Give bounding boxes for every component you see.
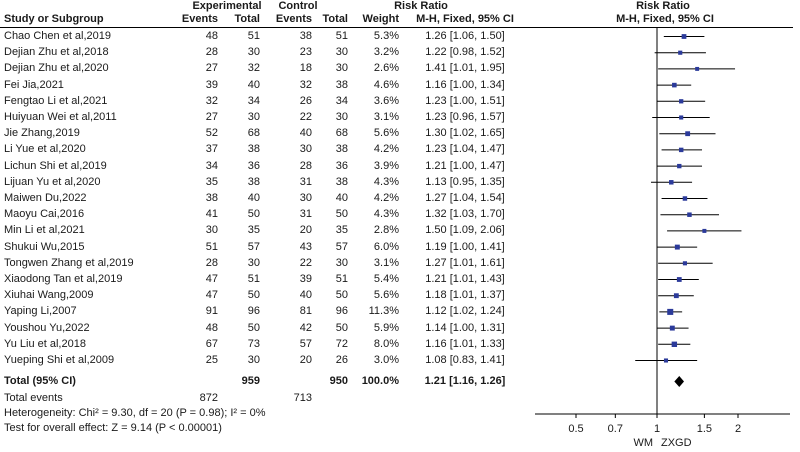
events-ctl: 42 bbox=[299, 321, 312, 334]
total-ctl: 38 bbox=[335, 143, 348, 156]
events-ctl: 30 bbox=[299, 192, 312, 204]
weight: 2.8% bbox=[373, 224, 399, 237]
method-header-right: M-H, Fixed, 95% CI bbox=[616, 13, 714, 25]
events-ctl: 32 bbox=[299, 78, 312, 91]
total-exp: 50 bbox=[247, 208, 260, 221]
effect-square bbox=[695, 67, 699, 71]
events-ctl: 26 bbox=[299, 94, 312, 107]
risk-ratio-ci: 1.14 [1.00, 1.31] bbox=[425, 321, 505, 334]
events-exp: 51 bbox=[205, 240, 218, 253]
total-events-exp: 872 bbox=[199, 392, 218, 404]
events-ctl: 31 bbox=[299, 175, 312, 188]
weight: 4.2% bbox=[373, 143, 399, 156]
total-exp: 68 bbox=[247, 127, 260, 140]
summary-total-ctl: 950 bbox=[329, 375, 348, 387]
study-name: Chao Chen et al,2019 bbox=[4, 30, 112, 42]
events-exp: 41 bbox=[205, 208, 218, 221]
effect-square bbox=[669, 180, 673, 184]
study-name: Yaping Li,2007 bbox=[4, 305, 77, 318]
experimental-group-heading: Experimental bbox=[192, 0, 262, 12]
weight: 11.3% bbox=[368, 305, 399, 318]
study-name: Min Li et al,2021 bbox=[4, 224, 85, 237]
events-ctl: 28 bbox=[299, 159, 312, 172]
effect-square bbox=[679, 148, 683, 152]
study-name: Maoyu Cai,2016 bbox=[4, 208, 85, 221]
weight: 5.3% bbox=[373, 30, 399, 42]
study-name: Youshou Yu,2022 bbox=[4, 321, 90, 334]
study-name: Lichun Shi et al,2019 bbox=[4, 159, 107, 172]
risk-ratio-ci: 1.22 [0.98, 1.52] bbox=[425, 46, 505, 59]
effect-square bbox=[672, 83, 677, 88]
events-exp: 47 bbox=[205, 289, 218, 302]
x-tick-label: 1 bbox=[653, 423, 661, 435]
events-ctl: 23 bbox=[299, 46, 312, 59]
events-ctl: 18 bbox=[299, 62, 312, 75]
risk-ratio-ci: 1.21 [1.01, 1.43] bbox=[425, 273, 505, 285]
total-ctl: 35 bbox=[335, 224, 348, 237]
total-exp: 40 bbox=[247, 78, 260, 91]
events-ctl: 57 bbox=[299, 337, 312, 350]
effect-square bbox=[672, 342, 677, 347]
total-exp: 51 bbox=[247, 273, 260, 285]
total-exp: 30 bbox=[247, 46, 260, 59]
total-exp: 51 bbox=[247, 30, 260, 42]
total-exp: 57 bbox=[247, 240, 260, 253]
risk-ratio-ci: 1.23 [1.00, 1.51] bbox=[425, 94, 505, 107]
method-header-left: M-H, Fixed, 95% CI bbox=[416, 13, 514, 25]
total-exp: 30 bbox=[247, 256, 260, 269]
total-exp: 73 bbox=[247, 337, 260, 350]
events-exp: 47 bbox=[205, 273, 218, 285]
weight: 5.6% bbox=[373, 289, 399, 302]
risk-ratio-ci: 1.18 [1.01, 1.37] bbox=[425, 289, 505, 302]
risk-ratio-ci: 1.12 [1.02, 1.24] bbox=[425, 305, 505, 318]
effect-square bbox=[674, 293, 679, 298]
total-ctl: 30 bbox=[335, 46, 348, 59]
events-exp: 35 bbox=[205, 175, 218, 188]
risk-ratio-ci: 1.41 [1.01, 1.95] bbox=[425, 62, 505, 75]
events-exp: 27 bbox=[205, 111, 218, 123]
total-ctl: 38 bbox=[335, 175, 348, 188]
summary-label: Total (95% CI) bbox=[4, 375, 76, 387]
events-exp: 28 bbox=[205, 46, 218, 59]
total-ctl: 50 bbox=[335, 321, 348, 334]
events-ctl: 20 bbox=[299, 354, 312, 366]
events-exp: 48 bbox=[205, 30, 218, 42]
study-name: Xiaodong Tan et al,2019 bbox=[4, 273, 123, 285]
study-name: Maiwen Du,2022 bbox=[4, 192, 87, 204]
risk-ratio-ci: 1.16 [1.01, 1.33] bbox=[425, 337, 505, 350]
total-ctl: 57 bbox=[335, 240, 348, 253]
events-exp-header: Events bbox=[181, 13, 218, 25]
heterogeneity-text: Heterogeneity: Chi² = 9.30, df = 20 (P = 0.98); I² = 0% bbox=[4, 407, 266, 419]
risk-ratio-heading-left: Risk Ratio bbox=[394, 0, 448, 12]
events-ctl: 40 bbox=[299, 289, 312, 302]
total-ctl: 34 bbox=[335, 94, 348, 107]
study-name: Jie Zhang,2019 bbox=[4, 127, 80, 140]
effect-square bbox=[682, 34, 687, 39]
events-ctl: 40 bbox=[299, 127, 312, 140]
total-ctl: 72 bbox=[335, 337, 348, 350]
events-exp: 52 bbox=[205, 127, 218, 140]
total-exp: 40 bbox=[247, 192, 260, 204]
events-exp: 67 bbox=[205, 337, 218, 350]
overall-effect-text: Test for overall effect: Z = 9.14 (P < 0.00001) bbox=[4, 422, 222, 434]
x-tick-label: 1.5 bbox=[696, 423, 713, 435]
risk-ratio-ci: 1.27 [1.01, 1.61] bbox=[425, 256, 505, 269]
study-name: Huiyuan Wei et al,2011 bbox=[4, 111, 117, 123]
events-ctl: 31 bbox=[299, 208, 312, 221]
risk-ratio-ci: 1.23 [1.04, 1.47] bbox=[425, 143, 505, 156]
effect-square bbox=[675, 245, 680, 250]
total-exp: 38 bbox=[247, 175, 260, 188]
effect-square bbox=[702, 229, 706, 233]
weight: 2.6% bbox=[373, 62, 399, 75]
pooled-diamond bbox=[674, 376, 684, 387]
study-name: Lijuan Yu et al,2020 bbox=[4, 175, 101, 188]
events-ctl: 22 bbox=[299, 111, 312, 123]
total-exp: 32 bbox=[247, 62, 260, 75]
total-exp: 36 bbox=[247, 159, 260, 172]
risk-ratio-heading-right: Risk Ratio bbox=[636, 0, 690, 12]
weight: 3.9% bbox=[373, 159, 399, 172]
effect-square bbox=[679, 99, 683, 103]
risk-ratio-ci: 1.21 [1.00, 1.47] bbox=[425, 159, 505, 172]
total-ctl: 30 bbox=[335, 111, 348, 123]
weight: 4.3% bbox=[373, 175, 399, 188]
weight: 4.3% bbox=[373, 208, 399, 221]
total-exp: 50 bbox=[247, 289, 260, 302]
events-exp: 39 bbox=[205, 78, 218, 91]
events-exp: 32 bbox=[205, 94, 218, 107]
total-ctl: 68 bbox=[335, 127, 348, 140]
effect-square bbox=[683, 261, 687, 265]
study-name: Fei Jia,2021 bbox=[4, 78, 64, 91]
study-name: Xiuhai Wang,2009 bbox=[4, 289, 94, 302]
risk-ratio-ci: 1.19 [1.00, 1.41] bbox=[425, 240, 505, 253]
weight: 5.4% bbox=[373, 273, 399, 285]
study-name: Yueping Shi et al,2009 bbox=[4, 354, 115, 366]
total-ctl: 51 bbox=[335, 30, 348, 42]
events-exp: 38 bbox=[205, 192, 218, 204]
total-ctl: 38 bbox=[335, 78, 348, 91]
total-ctl: 30 bbox=[335, 256, 348, 269]
weight: 5.9% bbox=[373, 321, 399, 334]
risk-ratio-ci: 1.27 [1.04, 1.54] bbox=[425, 192, 505, 204]
total-exp: 30 bbox=[247, 354, 260, 366]
weight: 3.1% bbox=[373, 256, 399, 269]
events-exp: 34 bbox=[205, 159, 218, 172]
risk-ratio-ci: 1.13 [0.95, 1.35] bbox=[425, 175, 505, 188]
favours-right-label: ZXGD bbox=[661, 437, 692, 449]
total-ctl: 50 bbox=[335, 208, 348, 221]
effect-square bbox=[670, 326, 675, 331]
total-ctl: 96 bbox=[335, 305, 348, 318]
total-ctl: 36 bbox=[335, 159, 348, 172]
events-exp: 48 bbox=[205, 321, 218, 334]
risk-ratio-ci: 1.08 [0.83, 1.41] bbox=[425, 354, 505, 366]
effect-square bbox=[679, 115, 683, 119]
total-ctl: 26 bbox=[335, 354, 348, 366]
events-ctl: 81 bbox=[299, 305, 312, 318]
total-ctl: 40 bbox=[335, 192, 348, 204]
total-exp: 34 bbox=[247, 94, 260, 107]
effect-square bbox=[685, 131, 690, 136]
study-name: Li Yue et al,2020 bbox=[4, 143, 86, 156]
risk-ratio-ci: 1.23 [0.96, 1.57] bbox=[425, 111, 505, 123]
total-exp: 50 bbox=[247, 321, 260, 334]
control-group-heading: Control bbox=[278, 0, 318, 12]
weight: 6.0% bbox=[373, 240, 399, 253]
events-exp: 25 bbox=[205, 354, 218, 366]
weight: 4.2% bbox=[373, 192, 399, 204]
risk-ratio-ci: 1.32 [1.03, 1.70] bbox=[425, 208, 505, 221]
summary-ci: 1.21 [1.16, 1.26] bbox=[424, 375, 506, 387]
study-name: Shukui Wu,2015 bbox=[4, 240, 85, 253]
x-tick-label: 0.7 bbox=[607, 423, 623, 435]
total-ctl: 51 bbox=[335, 273, 348, 285]
study-name: Dejian Zhu et al,2020 bbox=[4, 62, 109, 75]
weight: 4.6% bbox=[373, 78, 399, 91]
weight: 5.6% bbox=[373, 127, 399, 140]
study-name: Tongwen Zhang et al,2019 bbox=[4, 256, 134, 269]
study-column-header: Study or Subgroup bbox=[4, 13, 104, 25]
effect-square bbox=[678, 51, 682, 55]
weight: 8.0% bbox=[373, 337, 399, 350]
study-name: Dejian Zhu et al,2018 bbox=[4, 46, 109, 59]
events-ctl: 22 bbox=[299, 256, 312, 269]
events-ctl: 38 bbox=[299, 30, 312, 42]
study-name: Fengtao Li et al,2021 bbox=[4, 94, 108, 107]
effect-square bbox=[677, 164, 681, 168]
risk-ratio-ci: 1.16 [1.00, 1.34] bbox=[425, 78, 505, 91]
summary-total-exp: 959 bbox=[241, 375, 260, 387]
total-exp-header: Total bbox=[234, 13, 260, 25]
summary-weight: 100.0% bbox=[361, 375, 399, 387]
events-ctl: 20 bbox=[299, 224, 312, 237]
total-ctl-header: Total bbox=[322, 13, 348, 25]
events-ctl: 43 bbox=[299, 240, 312, 253]
total-exp: 35 bbox=[247, 224, 260, 237]
total-ctl: 50 bbox=[335, 289, 348, 302]
events-exp: 91 bbox=[205, 305, 218, 318]
weight-header: Weight bbox=[362, 13, 399, 25]
total-exp: 96 bbox=[247, 305, 260, 318]
events-ctl: 39 bbox=[299, 273, 312, 285]
events-exp: 37 bbox=[205, 143, 218, 156]
events-ctl: 30 bbox=[299, 143, 312, 156]
effect-square bbox=[683, 196, 687, 200]
x-tick-label: 2 bbox=[734, 423, 742, 435]
effect-square bbox=[677, 277, 682, 282]
study-name: Yu Liu et al,2018 bbox=[4, 337, 86, 350]
effect-square bbox=[667, 309, 673, 315]
weight: 3.6% bbox=[373, 94, 399, 107]
total-exp: 30 bbox=[247, 111, 260, 123]
events-exp: 28 bbox=[205, 256, 218, 269]
effect-square bbox=[664, 358, 668, 362]
total-ctl: 30 bbox=[335, 62, 348, 75]
weight: 3.2% bbox=[373, 46, 399, 59]
total-exp: 38 bbox=[247, 143, 260, 156]
x-tick-label: 0.5 bbox=[568, 423, 584, 435]
weight: 3.0% bbox=[373, 354, 399, 366]
risk-ratio-ci: 1.26 [1.06, 1.50] bbox=[425, 30, 505, 42]
events-ctl-header: Events bbox=[275, 13, 312, 25]
weight: 3.1% bbox=[373, 111, 399, 123]
events-exp: 30 bbox=[205, 224, 218, 237]
total-events-ctl: 713 bbox=[293, 392, 312, 404]
events-exp: 27 bbox=[205, 62, 218, 75]
risk-ratio-ci: 1.30 [1.02, 1.65] bbox=[425, 127, 505, 140]
effect-square bbox=[687, 212, 691, 216]
risk-ratio-ci: 1.50 [1.09, 2.06] bbox=[425, 224, 505, 237]
total-events-label: Total events bbox=[4, 392, 63, 404]
favours-left-label: WM bbox=[633, 437, 653, 449]
